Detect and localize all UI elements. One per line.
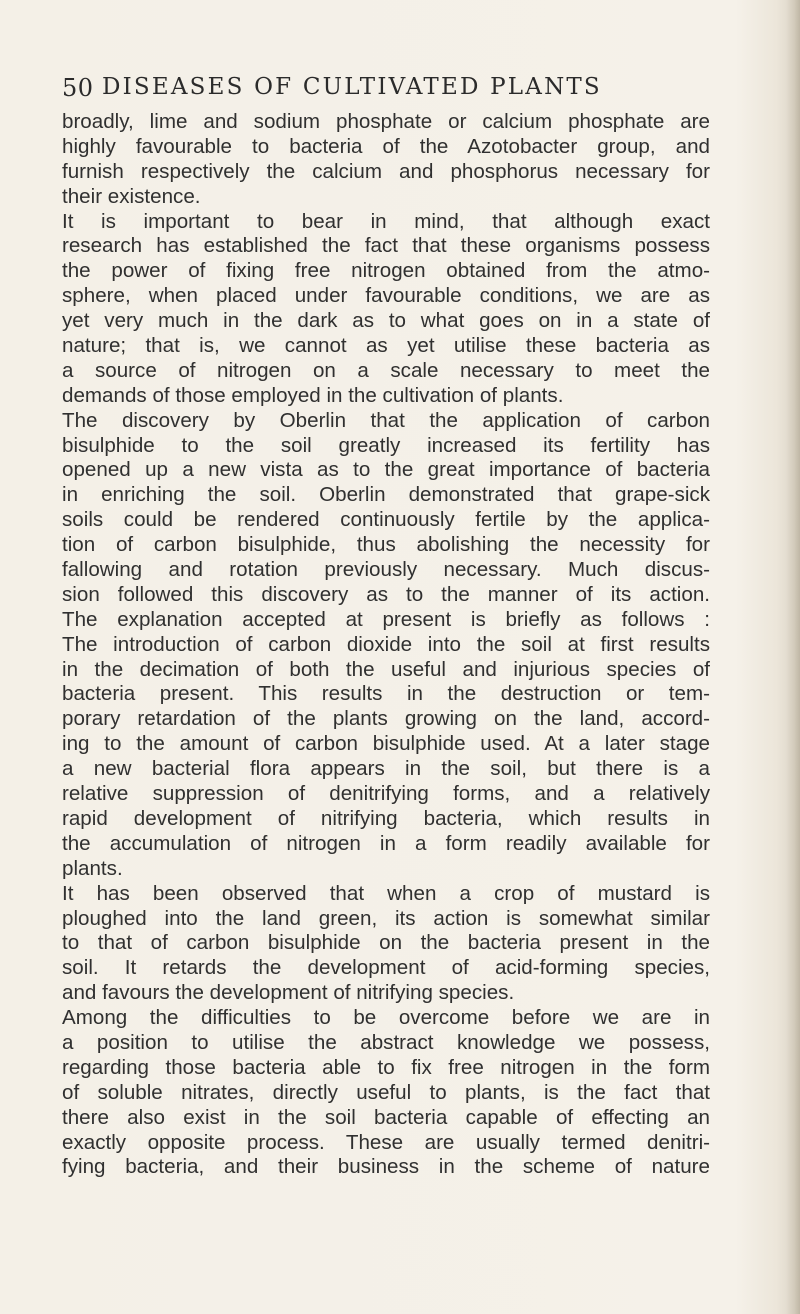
text-line: fallowing and rotation previously necessary. Much discus- xyxy=(62,558,710,582)
text-line: The explanation accepted at present is briefly as follows : xyxy=(62,607,710,631)
text-line: furnish respectively the calcium and phosphorus necessary for xyxy=(62,159,710,183)
text-line: bacteria present. This results in the destruction or tem- xyxy=(62,682,710,706)
text-line: rapid development of nitrifying bacteria, which results in xyxy=(62,806,710,830)
text-line: plants. xyxy=(62,856,123,880)
text-line: tion of carbon bisulphide, thus abolishing the necessity for xyxy=(62,533,710,557)
text-line: a source of nitrogen on a scale necessary to meet the xyxy=(62,358,710,382)
text-line: porary retardation of the plants growing on the land, accord- xyxy=(62,707,710,731)
text-line: their existence. xyxy=(62,184,201,208)
page-edge-shadow xyxy=(786,0,800,1314)
text-line: bisulphide to the soil greatly increased its fertility has xyxy=(62,433,710,457)
text-line: a new bacterial flora appears in the soil, but there is a xyxy=(62,757,710,781)
text-line: relative suppression of denitrifying forms, and a relatively xyxy=(62,782,710,806)
text-line: It has been observed that when a crop of mustard is xyxy=(62,881,710,905)
text-line: The discovery by Oberlin that the application of carbon xyxy=(62,408,710,432)
running-head xyxy=(62,70,702,104)
text-line: research has established the fact that these organisms possess xyxy=(62,234,710,258)
text-line: in the decimation of both the useful and injurious species of xyxy=(62,657,710,681)
text-line: opened up a new vista as to the great importance of bacteria xyxy=(62,458,710,482)
text-line: broadly, lime and sodium phosphate or calcium phosphate are xyxy=(62,110,710,133)
text-line: fying bacteria, and their business in the scheme of nature xyxy=(62,1155,710,1179)
text-line: It is important to bear in mind, that although exact xyxy=(62,209,710,233)
text-line: ploughed into the land green, its action is somewhat similar xyxy=(62,906,710,930)
text-line: highly favourable to bacteria of the Azotobacter group, and xyxy=(62,134,710,158)
running-title: DISEASES OF CULTIVATED PLANTS xyxy=(102,74,602,100)
text-line: regarding those bacteria able to fix free nitrogen in the form xyxy=(62,1055,710,1079)
text-line: in enriching the soil. Oberlin demonstrated that grape-sick xyxy=(62,483,710,507)
page-number: 50 xyxy=(62,74,94,102)
text-line: there also exist in the soil bacteria capable of effecting an xyxy=(62,1105,710,1129)
text-line: the power of fixing free nitrogen obtained from the atmo- xyxy=(62,259,710,283)
text-line: ing to the amount of carbon bisulphide used. At a later stage xyxy=(62,732,710,756)
text-line: soil. It retards the development of acid-forming species, xyxy=(62,956,710,980)
text-line: demands of those employed in the cultivation of plants. xyxy=(62,383,564,407)
text-line: soils could be rendered continuously fertile by the applica- xyxy=(62,508,710,532)
text-line: a position to utilise the abstract knowledge we possess, xyxy=(62,1030,710,1054)
body-text xyxy=(62,110,710,1180)
text-line: to that of carbon bisulphide on the bacteria present in the xyxy=(62,931,710,955)
text-line: exactly opposite process. These are usually termed denitri- xyxy=(62,1130,710,1154)
text-line: nature; that is, we cannot as yet utilise these bacteria as xyxy=(62,334,710,358)
text-line: of soluble nitrates, directly useful to plants, is the fact that xyxy=(62,1080,710,1104)
text-line: The introduction of carbon dioxide into the soil at first results xyxy=(62,632,710,656)
text-line: sion followed this discovery as to the manner of its action. xyxy=(62,582,710,606)
text-line: and favours the development of nitrifying species. xyxy=(62,981,515,1005)
text-line: Among the difficulties to be overcome before we are in xyxy=(62,1006,710,1030)
text-line: the accumulation of nitrogen in a form readily available for xyxy=(62,831,710,855)
text-line: yet very much in the dark as to what goes on in a state of xyxy=(62,309,710,333)
text-line: sphere, when placed under favourable conditions, we are as xyxy=(62,284,710,308)
